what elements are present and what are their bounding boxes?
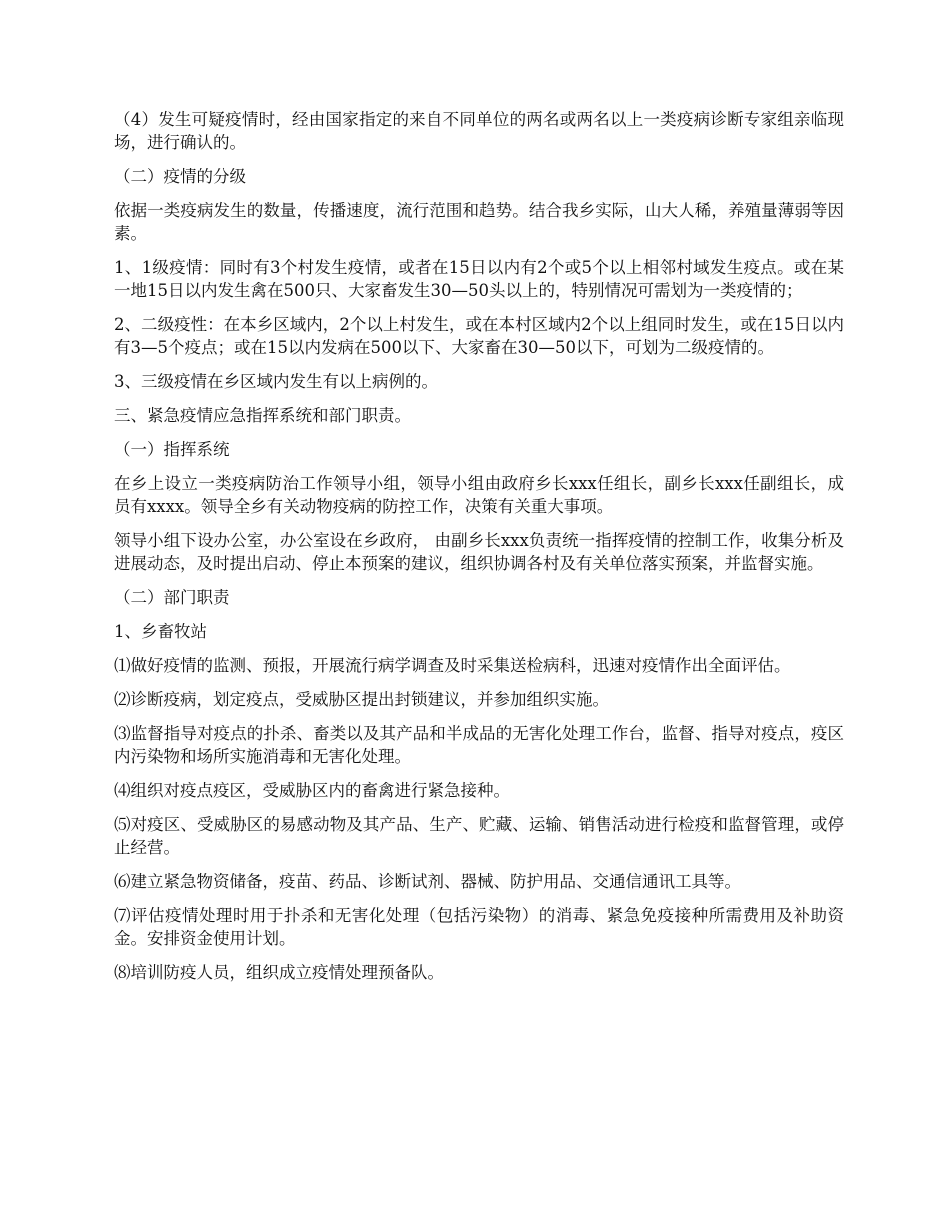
- list-item-duty-4: ⑷组织对疫点疫区，受威胁区内的畜禽进行紧急接种。: [114, 781, 510, 800]
- list-item-duty-6: ⑹建立紧急物资储备，疫苗、药品、诊断试剂、器械、防护用品、交通信通讯工具等。: [114, 872, 741, 891]
- paragraph-grading-basis: 依据一类疫病发生的数量，传播速度，流行范围和趋势。结合我乡实际，山大人稀，养殖量薄弱等因素。: [114, 201, 844, 243]
- heading-department-duties: （二）部门职责: [114, 588, 230, 607]
- heading-livestock-station: 1、乡畜牧站: [114, 622, 207, 641]
- heading-command-system: （一）指挥系统: [114, 440, 230, 459]
- paragraph-level-3: 3、三级疫情在乡区域内发生有以上病例的。: [114, 372, 438, 391]
- heading-outbreak-grading: （二）疫情的分级: [114, 167, 246, 186]
- paragraph-level-2: 2、二级疫性：在本乡区域内，2个以上村发生，或在本村区域内2个以上组同时发生，或在15日以内有3—5个疫点；或在15以内发病在500以下、大家畜在30—50以下，可划为二级疫情的。: [114, 315, 844, 357]
- paragraph-suspected-outbreak: （4）发生可疑疫情时，经由国家指定的来自不同单位的两名或两名以上一类疫病诊断专家组亲临现场，进行确认的。: [114, 110, 844, 152]
- list-item-duty-3: ⑶监督指导对疫点的扑杀、畜类以及其产品和半成品的无害化处理工作台，监督、指导对疫点，疫区内污染物和场所实施消毒和无害化处理。: [114, 724, 844, 766]
- list-item-duty-1: ⑴做好疫情的监测、预报，开展流行病学调查及时采集送检病科，迅速对疫情作出全面评估。: [114, 656, 791, 675]
- paragraph-level-1: 1、1级疫情：同时有3个村发生疫情，或者在15日以内有2个或5个以上相邻村域发生疫点。或在某一地15日以内发生禽在500只、大家畜发生30—50头以上的，特别情况可需划为一类疫情的；: [114, 258, 844, 300]
- list-item-duty-7: ⑺评估疫情处理时用于扑杀和无害化处理（包括污染物）的消毒、紧急免疫接种所需费用及补助资金。安排资金使用计划。: [114, 906, 844, 948]
- list-item-duty-5: ⑸对疫区、受威胁区的易感动物及其产品、生产、贮藏、运输、销售活动进行检疫和监督管理，或停止经营。: [114, 815, 844, 857]
- document-body: [114, 108, 844, 995]
- paragraph-office: 领导小组下设办公室，办公室设在乡政府， 由副乡长xxx负责统一指挥疫情的控制工作，收集分析及进展动态，及时提出启动、停止本预案的建议，组织协调各村及有关单位落实预案，并监督实施。: [114, 531, 844, 573]
- paragraph-leading-group: 在乡上设立一类疫病防治工作领导小组，领导小组由政府乡长xxx任组长，副乡长xxx任副组长，成员有xxxx。领导全乡有关动物疫病的防控工作，决策有关重大事项。: [114, 474, 844, 516]
- list-item-duty-2: ⑵诊断疫病，划定疫点，受威胁区提出封锁建议，并参加组织实施。: [114, 690, 609, 709]
- heading-command-system-and-duties: 三、紧急疫情应急指挥系统和部门职责。: [114, 406, 411, 425]
- list-item-duty-8: ⑻培训防疫人员，组织成立疫情处理预备队。: [114, 963, 444, 982]
